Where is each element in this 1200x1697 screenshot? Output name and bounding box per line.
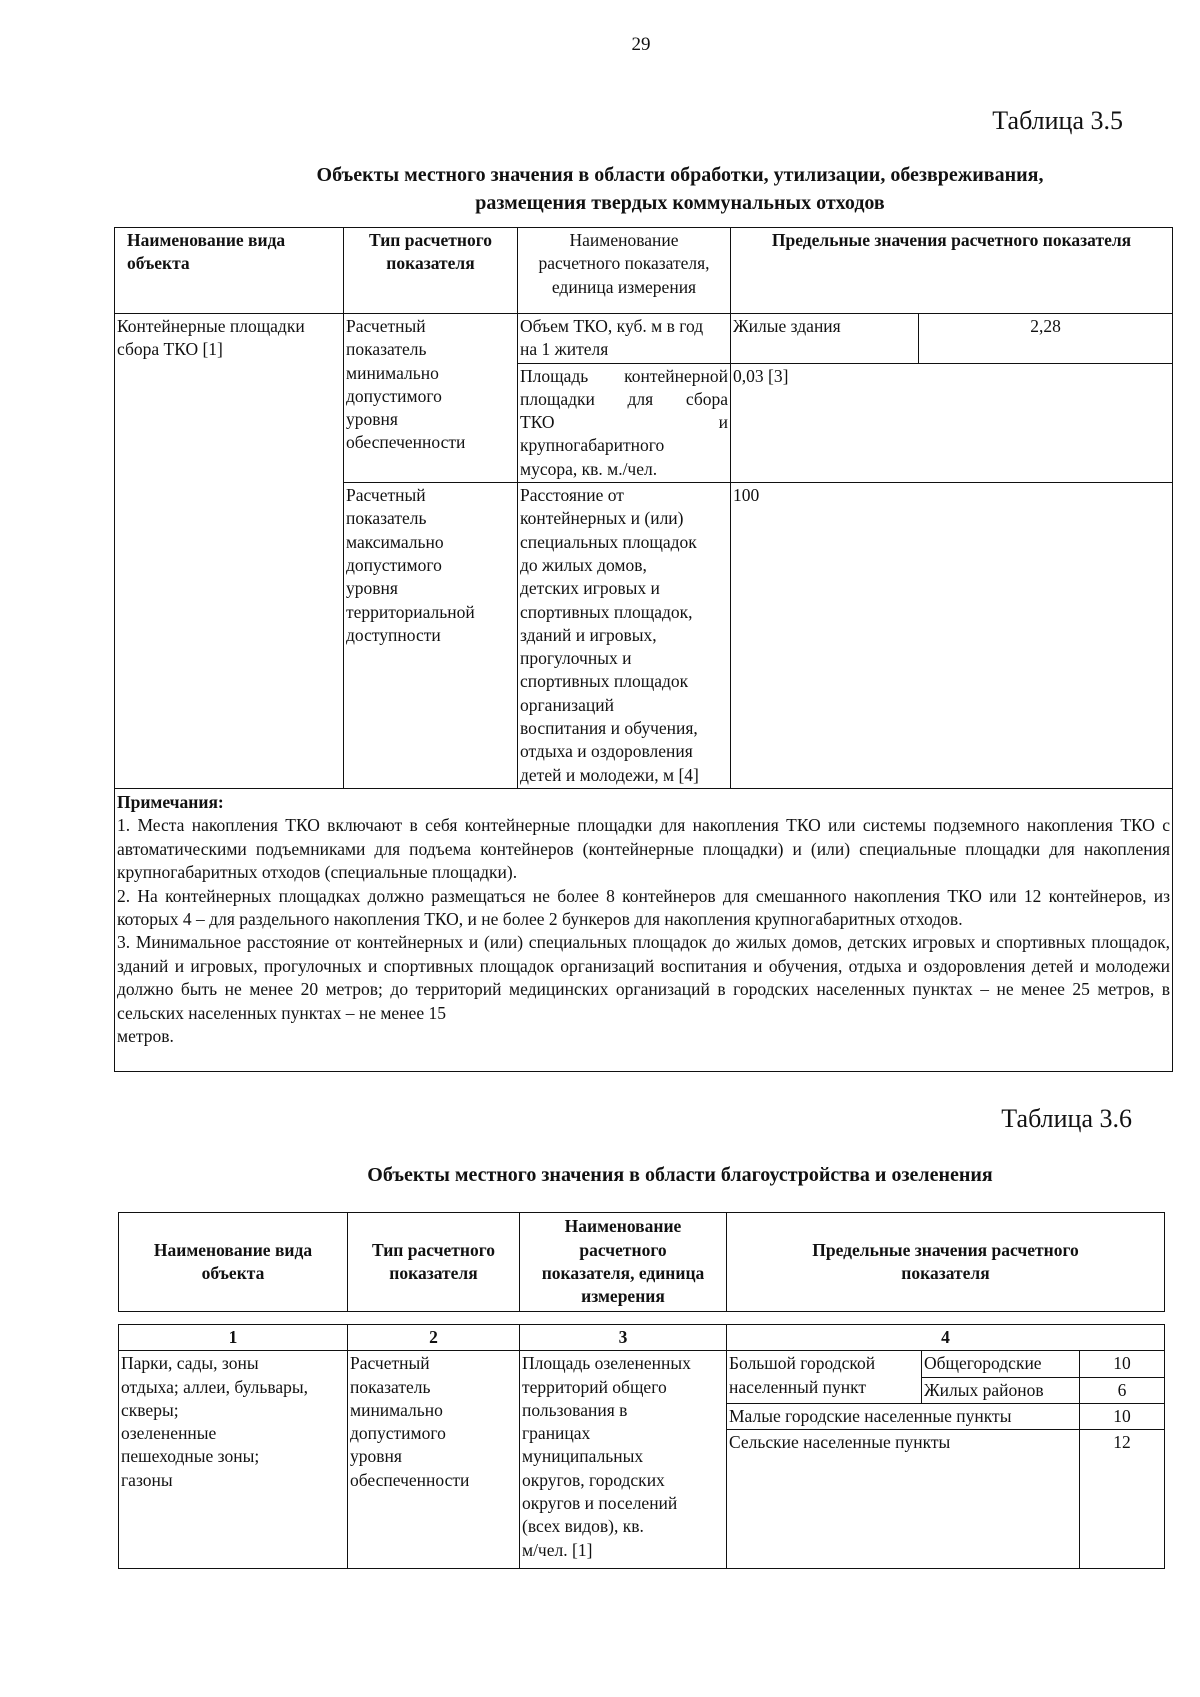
row-value: 10 — [1080, 1403, 1165, 1429]
header-indicator-type: Тип расчетного показателя — [348, 1213, 520, 1312]
indicator-volume: Объем ТКО, куб. м в год на 1 жителя — [518, 314, 731, 364]
table-3-5-label: Таблица 3.5 — [992, 106, 1123, 135]
row-label: Сельские населенные пункты — [727, 1430, 1080, 1569]
row-value: 10 — [1080, 1351, 1165, 1377]
value-distance: 100 — [731, 483, 1173, 789]
header-limit-values: Предельные значения расчетного показателя — [727, 1213, 1165, 1312]
value-area: 0,03 [3] — [731, 363, 1173, 482]
header-limit-values: Предельные значения расчетного показателя — [731, 228, 1173, 314]
notes-row — [115, 788, 1173, 1071]
indicator-type: Расчетный показатель минимально допустимого уровня обеспеченности — [348, 1351, 520, 1569]
row-value: 6 — [1080, 1377, 1165, 1403]
row-label: Жилых районов — [922, 1377, 1080, 1403]
row-label: Малые городские населенные пункты — [727, 1403, 1080, 1429]
indicator-type-max: Расчетный показатель максимально допустимого уровня территориальной доступности — [344, 483, 518, 789]
header-object-name: Наименование вида объекта — [115, 228, 344, 314]
indicator-area — [518, 363, 731, 482]
indicator-area-line: ТКО и — [520, 412, 728, 433]
column-number: 1 — [119, 1325, 348, 1351]
column-number: 3 — [520, 1325, 727, 1351]
indicator-area-line: Площадь контейнерной — [520, 365, 728, 386]
page-number: 29 — [631, 34, 651, 55]
table-header-row — [115, 228, 1173, 314]
note-1: 1. Места накопления ТКО включают в себя контейнерные площадки для накопления ТКО или системы подземного накопления ТКО с автоматическими подъемниками для подъема контейнеров (контейнерные площадки) и (или) специальные площадки для накопления крупногабаритных отходов (специальные площадки). — [117, 815, 1171, 883]
indicator-area-line: крупногабаритного — [520, 435, 665, 456]
indicator-type-min: Расчетный показатель минимально допустимого уровня обеспеченности — [344, 314, 518, 483]
value-residential-label: Жилые здания — [731, 314, 919, 364]
indicator-area-line: мусора, кв. м./чел. — [520, 458, 658, 479]
table-3-5-title-line2: размещения твердых коммунальных отходов — [475, 192, 885, 214]
table-3-6-title: Объекты местного значения в области благоустройства и озеленения — [367, 1164, 993, 1186]
header-indicator-name: Наименование расчетного показателя, единица измерения — [520, 1213, 727, 1312]
table-header-row — [119, 1213, 1165, 1312]
table-row — [119, 1351, 1165, 1377]
table-3-6-label: Таблица 3.6 — [1001, 1104, 1132, 1133]
header-indicator-type: Тип расчетного показателя — [344, 228, 518, 314]
value-residential: 2,28 — [919, 314, 1173, 364]
column-number: 4 — [727, 1325, 1165, 1351]
indicator-distance: Расстояние от контейнерных и (или) специальных площадок до жилых домов, детских игровых и спортивных площадок, зданий и игровых, прогулочных и спортивных площадок организаций воспитания и обучения, отдыха и оздоровления детей и молодежи, м [4] — [518, 483, 731, 789]
note-3: 3. Минимальное расстояние от контейнерных и (или) специальных площадок до жилых домов, детских игровых и спортивных площадок, зданий и игровых, прогулочных и спортивных площадок организаций воспитания и обучения, отдыха и оздоровления детей и молодежи должно быть не менее 20 метров; до территорий медицинских организаций в городских населенных пунктах – не менее 25 метров, в сельских населенных пунктах – не менее 15 — [117, 932, 1171, 1023]
indicator-name: Площадь озелененных территорий общего пользования в границах муниципальных округов, городских округов и поселений (всех видов), кв. м/чел. [1] — [520, 1351, 727, 1569]
note-3-end: метров. — [117, 1026, 174, 1046]
notes-title: Примечания: — [117, 791, 224, 812]
table-3-6-header — [118, 1212, 1165, 1312]
table-3-5-title-line1: Объекты местного значения в области обработки, утилизации, обезвреживания, — [316, 164, 1044, 186]
row-value: 12 — [1080, 1430, 1165, 1569]
column-number: 2 — [348, 1325, 520, 1351]
table-row — [115, 314, 1173, 364]
object-name: Парки, сады, зоны отдыха; аллеи, бульвары, скверы; озелененные пешеходные зоны; газоны — [119, 1351, 348, 1569]
note-2: 2. На контейнерных площадках должно размещаться не более 8 контейнеров для смешанного накопления ТКО или 12 контейнеров, из которых 4 – для раздельного накопления ТКО, и не более 2 бункеров для накопления крупногабаритных отходов. — [117, 885, 1171, 929]
object-name: Контейнерные площадки сбора ТКО [1] — [115, 314, 344, 789]
header-object-name: Наименование вида объекта — [119, 1213, 348, 1312]
table-3-6 — [118, 1324, 1165, 1569]
table-3-5 — [114, 227, 1173, 1072]
notes — [115, 788, 1173, 1071]
header-indicator-name: Наименование расчетного показателя, единица измерения — [518, 228, 731, 314]
indicator-area-line: площадки для сбора — [520, 388, 728, 409]
row-label: Общегородские — [922, 1351, 1080, 1377]
column-numbers-row — [119, 1325, 1165, 1351]
big-city-label: Большой городской населенный пункт — [727, 1351, 922, 1404]
